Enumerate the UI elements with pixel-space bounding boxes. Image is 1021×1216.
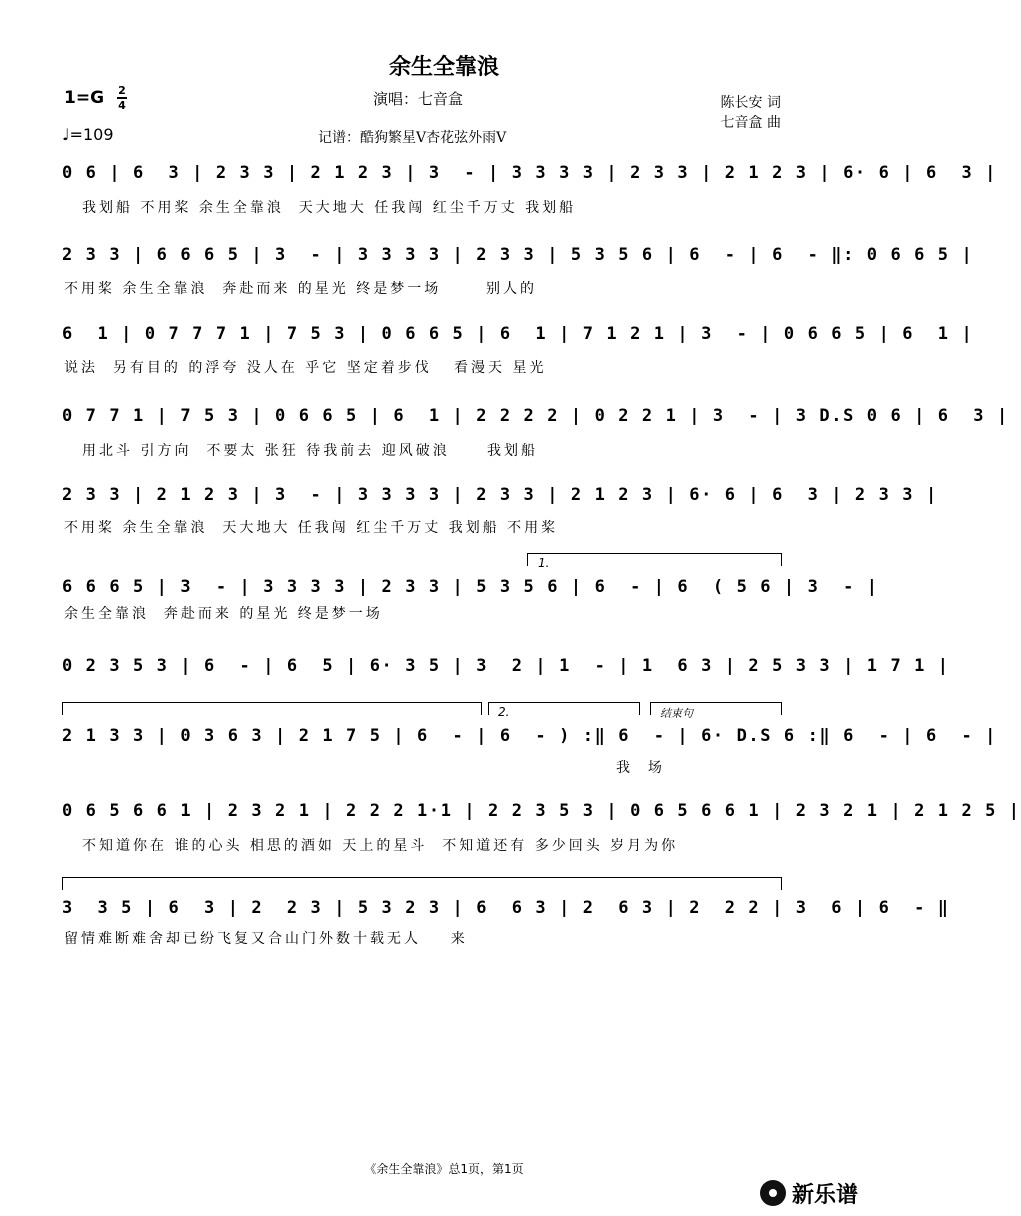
time-signature [117, 85, 127, 111]
time-numerator: 2 [118, 84, 126, 97]
score-row-9-notes: 0 6 5 6 6 1 | 2 3 2 1 | 2 2 2 1·1 | 2 2 3 5 3 | 0 6 5 6 6 1 | 2 3 2 1 | 2 1 2 5 | [62, 801, 1021, 821]
score-row-10-lyrics: 留情难断难舍却已纷飞复又合山门外数十载无人 来 [64, 931, 468, 947]
page-footer: 《余生全靠浪》总1页，第1页 [364, 1162, 524, 1176]
tempo-mark: ♩=109 [62, 125, 114, 144]
composer-credit: 七音盒 曲 [720, 115, 781, 131]
time-denominator: 4 [118, 99, 126, 112]
record-disc-icon [760, 1180, 786, 1206]
score-row-1-lyrics: 我划船 不用桨 余生全靠浪 天大地大 任我闯 红尘千万丈 我划船 [82, 200, 577, 216]
repeat-bracket [62, 702, 482, 715]
score-row-6-notes: 6 6 6 5 | 3 - | 3 3 3 3 | 2 3 3 | 5 3 5 6 | 6 - | 6 ( 5 6 | 3 - | [62, 577, 879, 597]
score-row-10-notes: 3 3 5 | 6 3 | 2 2 3 | 5 3 2 3 | 6 6 3 | 2 6 3 | 2 2 2 | 3 6 | 6 - ‖ [62, 898, 950, 918]
transcriber-credit: 记谱：酷狗繁星V杏花弦外雨V [318, 130, 507, 146]
score-row-5-notes: 2 3 3 | 2 1 2 3 | 3 - | 3 3 3 3 | 2 3 3 | 2 1 2 3 | 6· 6 | 6 3 | 2 3 3 | [62, 485, 938, 505]
score-row-4-lyrics: 用北斗 引方向 不要太 张狂 待我前去 迎风破浪 我划船 [82, 443, 538, 459]
score-row-7-notes: 0 2 3 5 3 | 6 - | 6 5 | 6· 3 5 | 3 2 | 1 - | 1 6 3 | 2 5 3 3 | 1 7 1 | [62, 656, 950, 676]
score-row-2-lyrics: 不用桨 余生全靠浪 奔赴而来 的星光 终是梦一场 别人的 [64, 281, 537, 297]
score-row-4-notes: 0 7 7 1 | 7 5 3 | 0 6 6 5 | 6 1 | 2 2 2 2 | 0 2 2 1 | 3 - | 3 D.S 0 6 | 6 3 | [62, 406, 1009, 426]
singer-credit: 演唱：七音盒 [373, 90, 464, 108]
volta-1-label: 1. [538, 556, 550, 570]
final-system-bracket [62, 877, 782, 890]
score-row-3-notes: 6 1 | 0 7 7 7 1 | 7 5 3 | 0 6 6 5 | 6 1 | 7 1 2 1 | 3 - | 0 6 6 5 | 6 1 | [62, 324, 974, 344]
score-row-2-notes: 2 3 3 | 6 6 6 5 | 3 - | 3 3 3 3 | 2 3 3 | 5 3 5 6 | 6 - | 6 - ‖: 0 6 6 5 | [62, 245, 974, 265]
logo-text: 新乐谱 [792, 1182, 859, 1208]
lyricist-credit: 陈长安 词 [720, 95, 781, 111]
score-row-8-notes: 2 1 3 3 | 0 3 6 3 | 2 1 7 5 | 6 - | 6 - ) :‖ 6 - | 6· D.S 6 :‖ 6 - | 6 - | [62, 726, 997, 746]
score-row-1-notes: 0 6 | 6 3 | 2 3 3 | 2 1 2 3 | 3 - | 3 3 3 3 | 2 3 3 | 2 1 2 3 | 6· 6 | 6 3 | [62, 163, 997, 183]
score-row-8-lyrics: 我 场 [616, 760, 665, 776]
song-title: 余生全靠浪 [388, 55, 499, 80]
score-row-5-lyrics: 不用桨 余生全靠浪 天大地大 任我闯 红尘千万丈 我划船 不用桨 [64, 520, 559, 536]
volta-2-bracket [488, 702, 640, 715]
volta-1-bracket [527, 553, 782, 566]
ending-label: 结束句 [660, 707, 693, 720]
score-row-3-lyrics: 说法 另有目的 的浮夸 没人在 乎它 坚定着步伐 看漫天 星光 [64, 360, 547, 376]
volta-2-label: 2. [498, 705, 510, 719]
score-row-9-lyrics: 不知道你在 谁的心头 相思的酒如 天上的星斗 不知道还有 多少回头 岁月为你 [82, 838, 679, 854]
score-row-6-lyrics: 余生全靠浪 奔赴而来 的星光 终是梦一场 [64, 606, 383, 622]
key-signature: 1=G [64, 88, 105, 108]
site-logo [760, 1178, 858, 1208]
